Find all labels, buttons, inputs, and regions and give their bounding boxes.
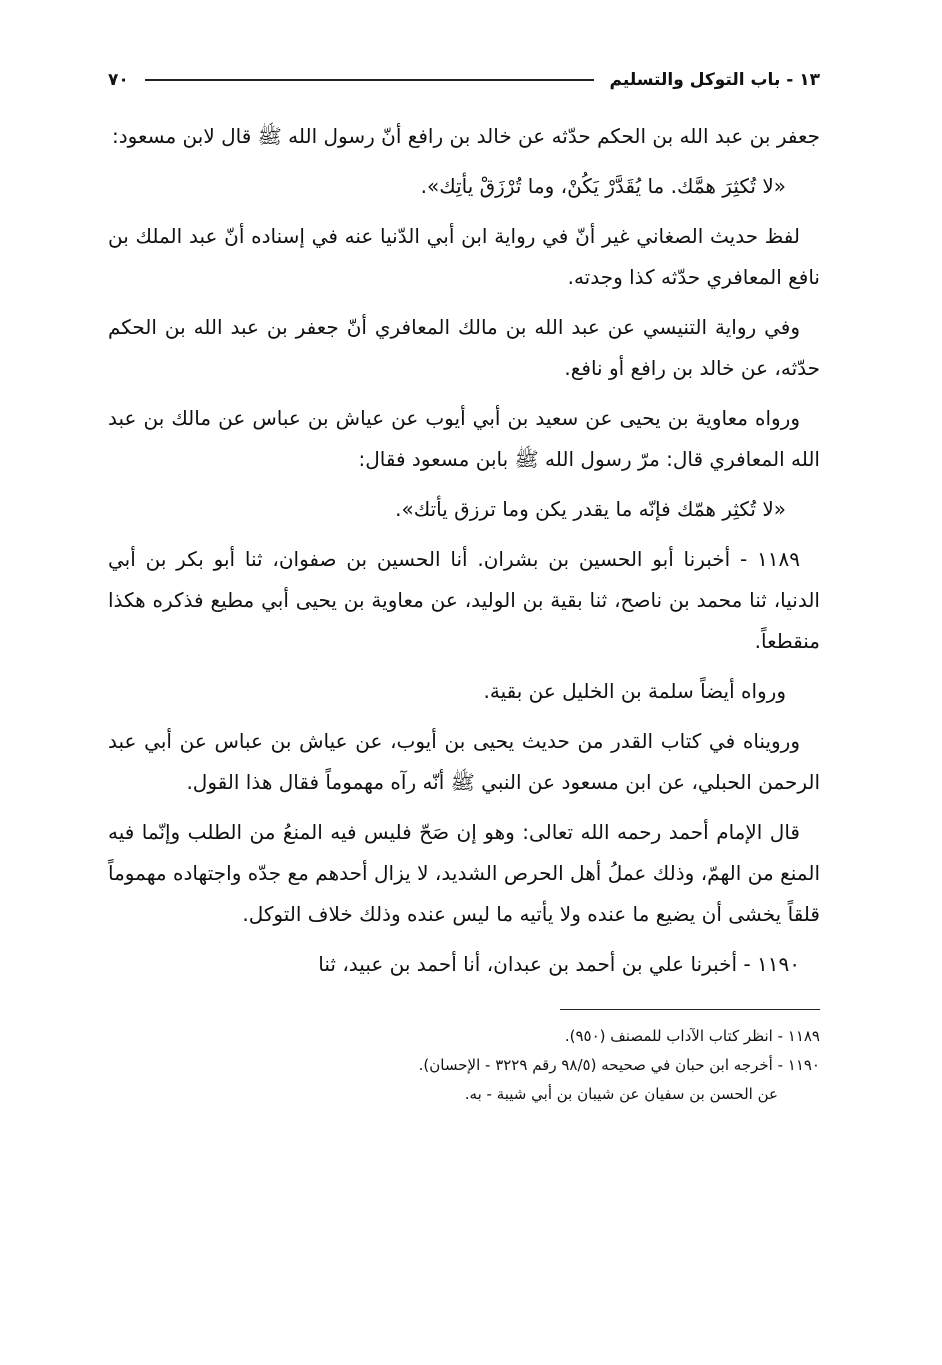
chapter-title: ١٣ - باب التوكل والتسليم bbox=[609, 70, 820, 90]
footnote-1190: ١١٩٠ - أخرجه ابن حبان في صحيحه (٩٨/٥ رقم ٣٢٢٩ - الإحسان). bbox=[418, 1056, 820, 1074]
commentary-paragraph: قال الإمام أحمد رحمه الله تعالى: وهو إن صَحّ فليس فيه المنعُ من الطلب وإنّما فيه المنع من الهمّ، وذلك عملُ أهل الحرص الشديد، لا يزال أحدهم مع جدّه واجتهاده مهموماً قلقاً يخشى أن يضيع ما عنده ولا يأتيه ما ليس عنده وذلك خلاف التوكل. bbox=[108, 820, 820, 926]
paragraph: لفظ حديث الصغاني غير أنّ في رواية ابن أبي الدّنيا عنه في إسناده أنّ عبد الملك بن نافع المعافري حدّثه كذا وجدته. bbox=[108, 224, 820, 289]
hadith-entry-1190: ١١٩٠ - أخبرنا علي بن أحمد بن عبدان، أنا أحمد بن عبيد، ثنا bbox=[318, 952, 800, 976]
main-text bbox=[108, 116, 820, 985]
footnotes bbox=[108, 1022, 820, 1109]
hadith-entry-1189: ١١٨٩ - أخبرنا أبو الحسين بن بشران. أنا الحسين بن صفوان، ثنا أبو بكر بن أبي الدنيا، ثنا محمد بن ناصح، ثنا بقية بن الوليد، عن معاوية بن يحيى أبي مطيع فذكره هكذا منقطعاً. bbox=[108, 547, 820, 653]
header-rule bbox=[145, 79, 594, 81]
paragraph: ورويناه في كتاب القدر من حديث يحيى بن أيوب، عن عياش بن عباس عن أبي عبد الرحمن الحبلي، عن ابن مسعود عن النبي ﷺ أنّه رآه مهموماً فقال هذا القول. bbox=[108, 729, 820, 794]
paragraph: ورواه أيضاً سلمة بن الخليل عن بقية. bbox=[483, 679, 786, 703]
paragraph: ورواه معاوية بن يحيى عن سعيد بن أبي أيوب عن عياش بن عباس عن مالك بن عبد الله المعافري قال: مرّ رسول الله ﷺ بابن مسعود فقال: bbox=[108, 406, 820, 471]
running-header bbox=[108, 62, 820, 98]
page-number: ٧٠ bbox=[108, 70, 129, 90]
hadith-quote: «لا تُكثِرَ همَّك. ما يُقَدَّرْ يَكُنْ، وما تُرْزَقْ يأتِك». bbox=[420, 174, 786, 198]
footnote-rule bbox=[560, 1009, 820, 1010]
paragraph: وفي رواية التنيسي عن عبد الله بن مالك المعافري أنّ جعفر بن عبد الله بن الحكم حدّثه، عن خالد بن رافع أو نافع. bbox=[108, 315, 820, 380]
paragraph: جعفر بن عبد الله بن الحكم حدّثه عن خالد بن رافع أنّ رسول الله ﷺ قال لابن مسعود: bbox=[111, 124, 820, 148]
book-page bbox=[108, 62, 820, 1109]
footnote-1190-continuation: عن الحسن بن سفيان عن شيبان بن أبي شيبة - به. bbox=[464, 1085, 778, 1103]
hadith-quote: «لا تُكثِر همّك فإنّه ما يقدر يكن وما ترزق يأتك». bbox=[395, 497, 786, 521]
footnote-1189: ١١٨٩ - انظر كتاب الآداب للمصنف (٩٥٠). bbox=[564, 1027, 820, 1045]
